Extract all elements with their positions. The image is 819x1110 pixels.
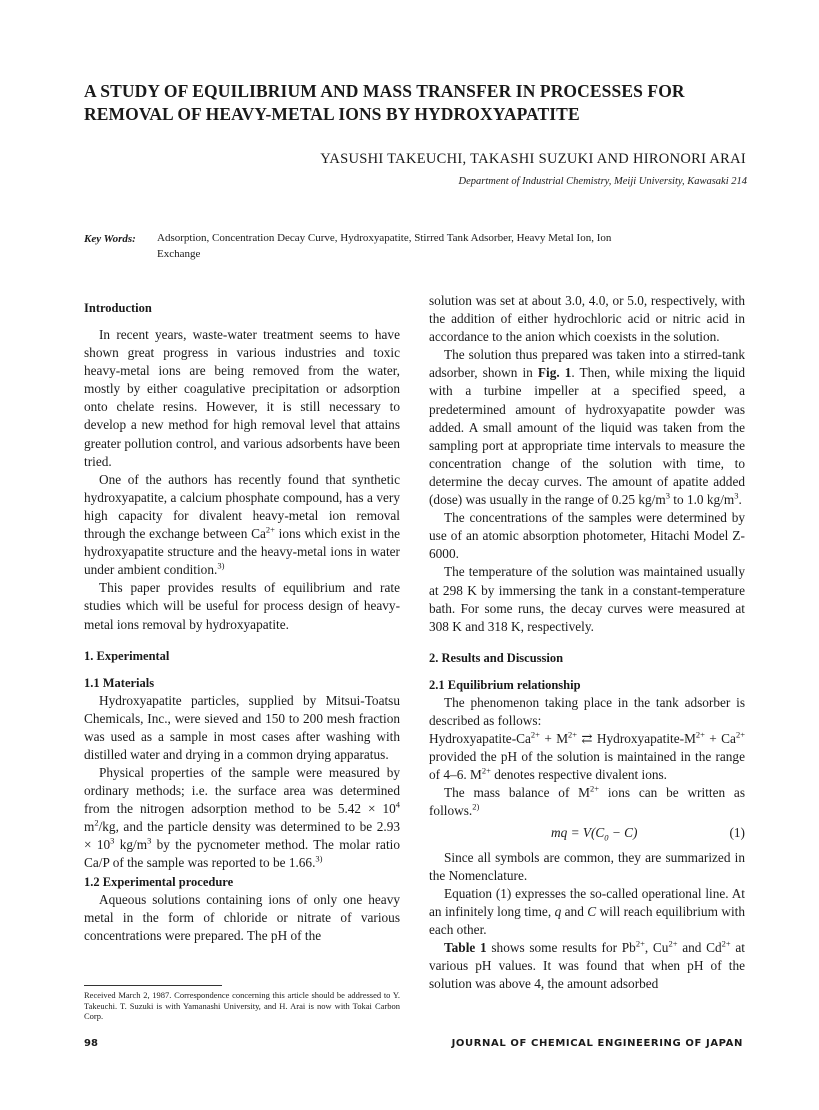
affiliation: Department of Industrial Chemistry, Meiji University, Kawasaki 214 [458,176,747,187]
equilibrium-reaction: Hydroxyapatite-$Ca^{2+} + M^{2+}$ ⇄ Hydroxyapatite-$M^{2+} + Ca^{2+}$ provided the pH of the solution is maintained in the range of 4–6. $M^{2+}$ denotes respective divalent ions. [429,729,745,783]
intro-paragraph-2: One of the authors has recently found that synthetic hydroxyapatite, a calcium phosphate compound, has a very high capacity for divalent heavy-metal ion removal through the exchange between $Ca^{2+}$ ions which exist in the hydroxyapatite structure and the heavy-metal ions in water under ambient condition.$^{3)}$ [84,471,400,578]
procedure-paragraph-1: Aqueous solutions containing ions of only one heavy metal in the form of chloride or nitrate of various concentrations were prepared. The pH of the [84,891,400,943]
table-1-reference: Table 1 [444,940,487,955]
nomenclature-paragraph: Since all symbols are common, they are summarized in the Nomenclature. [429,849,745,883]
title-line-1: A STUDY OF EQUILIBRIUM AND MASS TRANSFER IN PROCESSES FOR [84,81,685,101]
intro-paragraph-3: This paper provides results of equilibrium and rate studies which will be useful for process design of heavy-metal ions removal by hydroxyapatite. [84,580,400,632]
equation-1-body: mq = $V(C_0 - C)$ [551,825,638,844]
section-1-2-heading: 1.2 Experimental procedure [84,874,234,889]
intro-heading: Introduction [84,301,152,315]
section-1-1-heading: 1.1 Materials [84,675,155,690]
mass-balance-paragraph: The mass balance of $M^{2+}$ ions can be written as follows.$^{2)}$ [429,783,745,819]
equilibrium-paragraph-1: The phenomenon taking place in the tank adsorber is described as follows: [429,694,745,728]
journal-name: JOURNAL OF CHEMICAL ENGINEERING OF JAPAN [451,1038,743,1049]
paper-title [84,80,754,126]
right-column [429,292,745,993]
keywords-text: Adsorption, Concentration Decay Curve, Hydroxyapatite, Stirred Tank Adsorber, Heavy Metal Ion, Ion Exchange [157,232,612,260]
operational-line-paragraph: Equation (1) expresses the so-called operational line. At an infinitely long time, q and C will reach equilibrium with each other. [429,885,745,937]
section-2-1-heading: 2.1 Equilibrium relationship [429,677,581,692]
keywords-block [84,230,644,262]
footnote: Received March 2, 1987. Correspondence concerning this article should be addressed to Y. Takeuchi. T. Suzuki is with Yamanashi University, and H. Arai is now with Tokai Carbon Corp. [84,990,400,1021]
title-line-2: REMOVAL OF HEAVY-METAL IONS BY HYDROXYAPATITE [84,104,580,124]
procedure-paragraph-2: The solution thus prepared was taken into a stirred-tank adsorber, shown in Fig. 1. Then, while mixing the liquid with a turbine impeller at a specified speed, a predetermined amount of hydroxyapatite powder was added. A small amount of the liquid was taken from the sampling port at appropriate time intervals to measure the concentration change of the solution with time, to determine the decay curves. The amount of apatite added (dose) was usually in the range of 0.25 $kg/m^3$ to 1.0 $kg/m^3$. [429,347,745,508]
figure-1-reference: Fig. 1 [537,365,572,381]
procedure-paragraph-4: The temperature of the solution was maintained usually at 298 K by immersing the tank in a constant-temperature bath. For some runs, the decay curves were measured at 308 K and 318 K, respectively. [429,564,745,634]
procedure-paragraph-1-cont: solution was set at about 3.0, 4.0, or 5.0, respectively, with the addition of either hydrochloric acid or nitric acid in accordance to the anion which coexists in the solution. [429,293,745,345]
section-1-heading: 1. Experimental [84,648,170,663]
page-number: 98 [84,1038,98,1049]
equation-1-number: (1) [729,825,745,841]
materials-paragraph-1: Hydroxyapatite particles, supplied by Mitsui-Toatsu Chemicals, Inc., were sieved and 150 to 200 mesh fraction was used as a sample in most cases after washing with distilled water and drying in a common drying apparatus. [84,692,400,762]
table-1-paragraph: Table 1 shows some results for $Pb^{2+}$, $Cu^{2+}$ and $Cd^{2+}$ at various pH values. It was found that when pH of the solution was above 4, the amount adsorbed [429,938,746,992]
section-2-heading: 2. Results and Discussion [429,650,564,665]
footnote-rule [84,985,222,986]
intro-paragraph-1: In recent years, waste-water treatment seems to have shown great progress in various industries and toxic heavy-metal ions are being removed from the water, mostly by either coagulative precipitation or adsorption onto chelate resins. However, it is still necessary to develop a new method for high removal level that attains greater pollution control, and various adsorbents have been tried. [84,327,400,469]
procedure-paragraph-3: The concentrations of the samples were determined by use of an atomic absorption photometer, Hitachi Model Z-6000. [429,510,745,562]
left-column [84,290,400,945]
keywords-label: Key Words: [84,233,136,245]
equation-1 [429,820,745,848]
author-list: YASUSHI TAKEUCHI, TAKASHI SUZUKI AND HIRONORI ARAI [320,151,746,167]
materials-paragraph-2: Physical properties of the sample were measured by ordinary methods; i.e. the surface area was determined from the nitrogen adsorption method to be $5.42 \times 10^4$ $m^2/kg$, and the particle density was determined to be $2.93 \times 10^3$ $kg/m^3$ by the pycnometer method. The molar ratio Ca/P of the sample was reported to be 1.66.$^{3)}$ [84,764,400,871]
